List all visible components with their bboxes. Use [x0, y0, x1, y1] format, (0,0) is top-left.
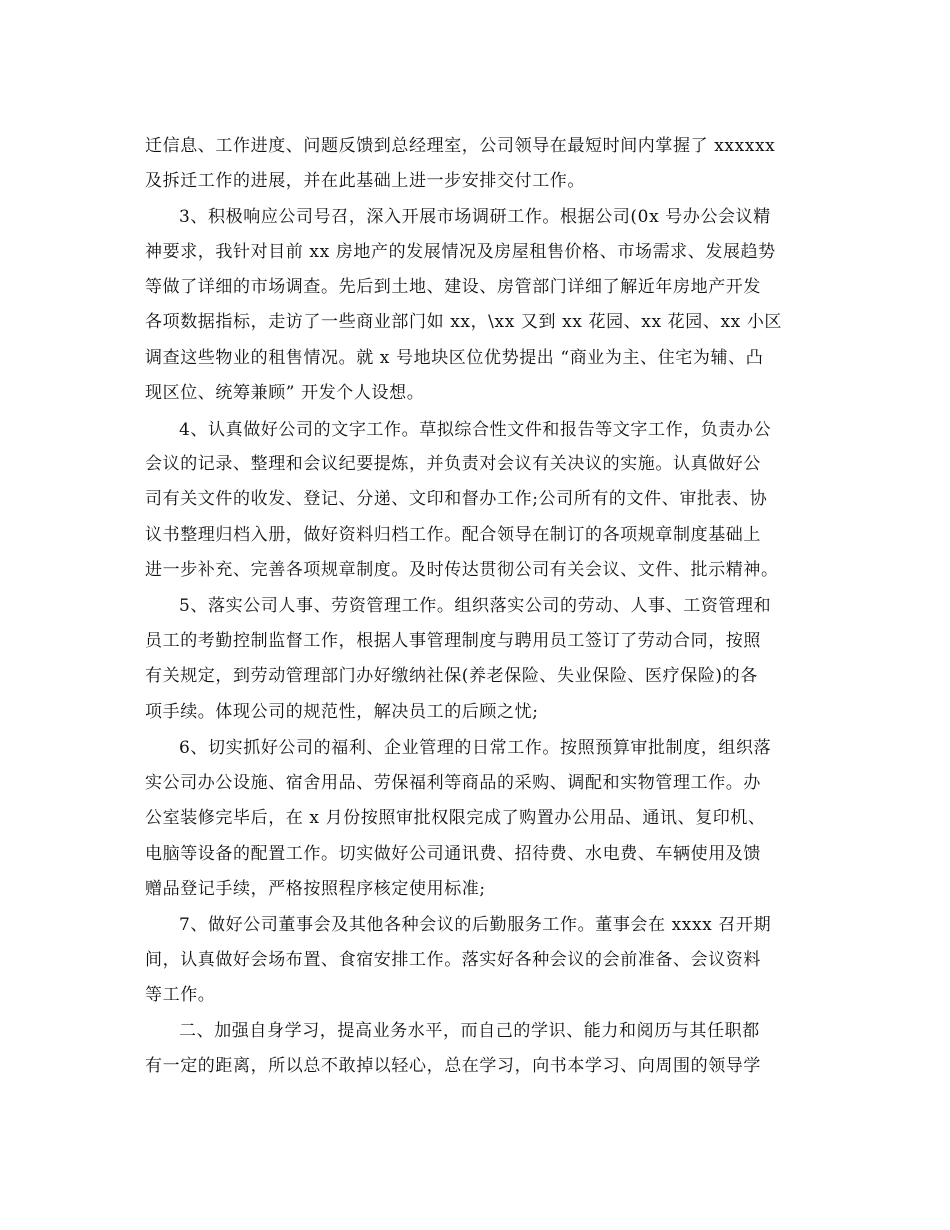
text-line: 各项数据指标，走访了一些商业部门如 xx，\xx 又到 xx 花园、xx 花园、xx 小区	[145, 312, 783, 332]
text-line: 等做了详细的市场调查。先后到土地、建设、房管部门详细了解近年房地产开发	[145, 277, 761, 297]
text-line: 项手续。体现公司的规范性，解决员工的后顾之忧;	[145, 702, 539, 722]
text-line: 神要求，我针对目前 xx 房地产的发展情况及房屋租售价格、市场需求、发展趋势	[145, 242, 776, 262]
paragraph-start-line: 4、认真做好公司的文字工作。草拟综合性文件和报告等文字工作，负责办公	[179, 420, 772, 440]
text-line: 迁信息、工作进度、问题反馈到总经理室，公司领导在最短时间内掌握了 xxxxxx	[145, 136, 776, 156]
text-line: 司有关文件的收发、登记、分递、文印和督办工作;公司所有的文件、审批表、协	[145, 489, 768, 509]
text-line: 议书整理归档入册，做好资料归档工作。配合领导在制订的各项规章制度基础上	[145, 525, 761, 545]
paragraph-start-line: 6、切实抓好公司的福利、企业管理的日常工作。按照预算审批制度，组织落	[179, 738, 772, 758]
text-line: 进一步补充、完善各项规章制度。及时传达贯彻公司有关会议、文件、批示精神。	[145, 560, 779, 580]
text-line: 及拆迁工作的进展，并在此基础上进一步安排交付工作。	[145, 171, 585, 191]
paragraph-start-line: 5、落实公司人事、劳资管理工作。组织落实公司的劳动、人事、工资管理和	[179, 596, 772, 616]
text-line: 有一定的距离，所以总不敢掉以轻心，总在学习，向书本学习、向周围的领导学	[145, 1056, 761, 1076]
text-line: 公室装修完毕后，在 x 月份按照审批权限完成了购置办公用品、通讯、复印机、	[145, 808, 766, 828]
text-line: 员工的考勤控制监督工作，根据人事管理制度与聘用员工签订了劳动合同，按照	[145, 631, 761, 651]
text-line: 会议的记录、整理和会议纪要提炼，并负责对会议有关决议的实施。认真做好公	[145, 454, 761, 474]
text-line: 实公司办公设施、宿舍用品、劳保福利等商品的采购、调配和实物管理工作。办	[145, 773, 761, 793]
text-line: 间，认真做好会场布置、食宿安排工作。落实好各种会议的会前准备、会议资料	[145, 950, 761, 970]
paragraph-start-line: 二、加强自身学习，提高业务水平，而自己的学识、能力和阅历与其任职都	[179, 1021, 760, 1041]
paragraph-start-line: 3、积极响应公司号召，深入开展市场调研工作。根据公司(0x 号办公会议精	[179, 207, 771, 227]
text-line: 现区位、统筹兼顾” 开发个人设想。	[145, 383, 425, 403]
paragraph-start-line: 7、做好公司董事会及其他各种会议的后勤服务工作。董事会在 xxxx 召开期	[179, 915, 772, 935]
text-line: 等工作。	[145, 985, 216, 1005]
text-line: 有关规定，到劳动管理部门办好缴纳社保(养老保险、失业保险、医疗保险)的各	[145, 666, 758, 686]
text-line: 调查这些物业的租售情况。就 x 号地块区位优势提出 “商业为主、住宅为辅、凸	[145, 348, 764, 368]
text-line: 赠品登记手续，严格按照程序核定使用标准;	[145, 879, 486, 899]
text-line: 电脑等设备的配置工作。切实做好公司通讯费、招待费、水电费、车辆使用及馈	[145, 844, 761, 864]
